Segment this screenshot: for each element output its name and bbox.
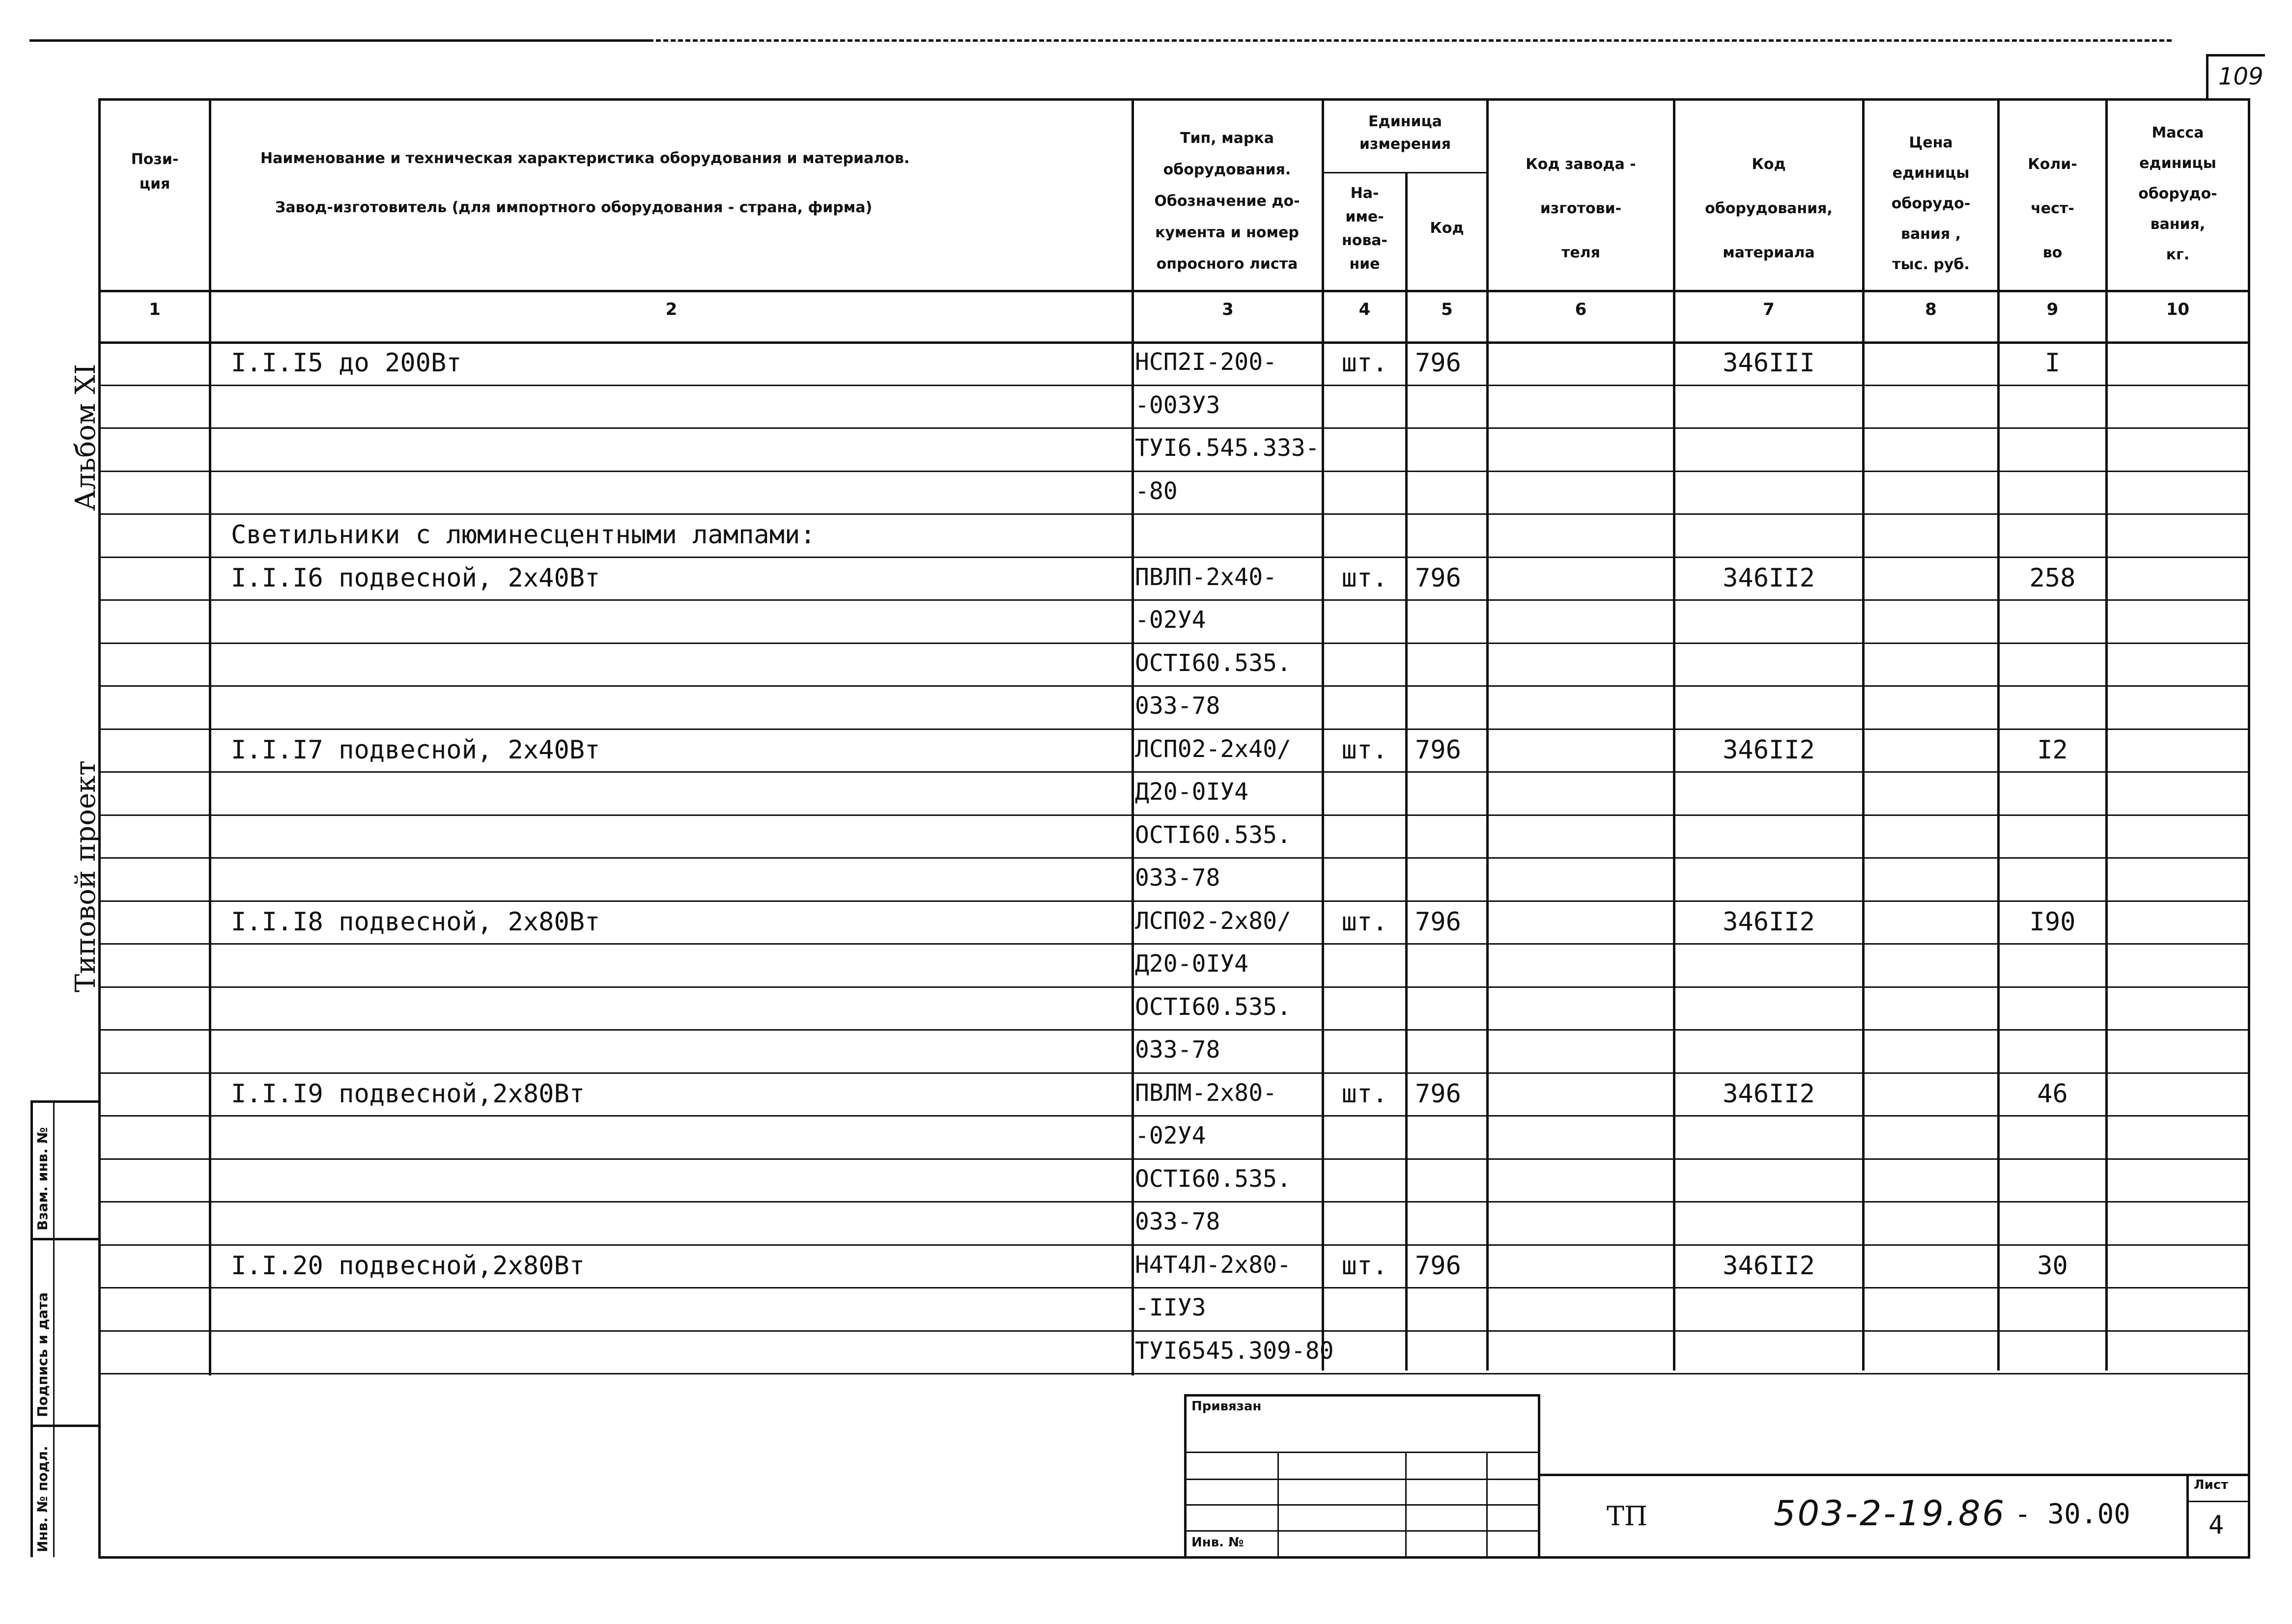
cell-type: -IIУ3 <box>1135 1294 1206 1321</box>
cell-type: -02У4 <box>1135 1122 1206 1149</box>
cell-code: 796 <box>1415 563 1461 593</box>
list-label: Лист <box>2194 1478 2229 1492</box>
col-number: 7 <box>1763 300 1775 319</box>
col-number: 3 <box>1222 300 1234 319</box>
cell-type: ЛСП02-2х80/ <box>1135 907 1291 935</box>
cell-type: 033-78 <box>1135 1208 1220 1235</box>
row-line <box>98 1158 2250 1160</box>
cell-name: I.I.I6 подвесной, 2х40Вт <box>231 563 600 593</box>
col-line-9 <box>2105 98 2108 1371</box>
doc-suffix: - 30.00 <box>2014 1498 2131 1530</box>
doc-number: 503-2-19.86 <box>1774 1493 2007 1534</box>
row-line <box>98 943 2250 945</box>
cell-name: I.I.I9 подвесной,2х80Вт <box>231 1079 585 1109</box>
header-name-line1: Наименование и техническая характеристика оборудования и материалов. <box>260 150 910 167</box>
cell-unit: шт. <box>1341 907 1388 937</box>
list-box-divider <box>2186 1501 2248 1502</box>
cell-type: Д20-0IУ4 <box>1135 950 1249 978</box>
col-line-5 <box>1486 98 1489 1371</box>
column-numbers-bottom-line <box>98 341 2250 344</box>
inv-no-label: Инв. № <box>1191 1535 1244 1550</box>
cell-equip: 346II2 <box>1723 735 1815 765</box>
privyazan-box-top <box>1184 1394 1540 1397</box>
sheet-number-box-left <box>2206 54 2208 99</box>
cell-equip: 346II2 <box>1723 1251 1815 1281</box>
cell-type: ТУI6.545.333- <box>1135 434 1320 462</box>
stamp-inner-line <box>53 1100 55 1557</box>
col-line-8 <box>1997 98 2000 1371</box>
cell-qty: 30 <box>2037 1251 2068 1281</box>
cell-code: 796 <box>1415 1079 1461 1109</box>
title-block-top <box>1540 1474 2248 1476</box>
header-equipment-code: Код оборудования, материала <box>1705 156 1833 261</box>
cell-type: НСП2I-200- <box>1135 348 1277 376</box>
row-line <box>98 1244 2250 1246</box>
top-margin-line-right <box>649 39 2172 42</box>
cell-equip: 346II2 <box>1723 1079 1815 1109</box>
list-box-left <box>2186 1474 2189 1557</box>
privyazan-col-line <box>1486 1452 1488 1556</box>
cell-name: I.I.I8 подвесной, 2х80Вт <box>231 907 600 937</box>
col-number: 5 <box>1441 300 1453 319</box>
cell-qty: 258 <box>2029 563 2076 593</box>
row-line <box>98 814 2250 816</box>
row-line <box>98 1201 2250 1203</box>
row-line <box>98 986 2250 988</box>
cell-name: I.I.I7 подвесной, 2х40Вт <box>231 735 600 765</box>
col-number: 4 <box>1358 300 1371 319</box>
frame-top <box>98 98 2250 101</box>
cell-type: 033-78 <box>1135 1036 1220 1064</box>
cell-unit: шт. <box>1341 1251 1388 1281</box>
cell-code: 796 <box>1415 907 1461 937</box>
row-line <box>98 599 2250 601</box>
row-line <box>98 513 2250 515</box>
col-line-6 <box>1673 98 1675 1371</box>
row-line <box>98 557 2250 558</box>
sheet-number-box-top <box>2206 54 2265 56</box>
header-name-line2: Завод-изготовитель (для импортного оборудования - страна, фирма) <box>275 199 873 216</box>
header-quantity: Коли- чест- во <box>2028 156 2077 261</box>
cell-qty: 46 <box>2037 1079 2068 1109</box>
header-position: Пози- ция <box>131 151 179 193</box>
stamp-inv-label: Инв. № подл. <box>34 1446 51 1552</box>
col-number: 6 <box>1575 300 1587 319</box>
cell-type: Н4Т4Л-2х80- <box>1135 1251 1291 1279</box>
row-line <box>98 1072 2250 1074</box>
col-line-3 <box>1322 98 1324 1371</box>
cell-unit: шт. <box>1341 735 1388 765</box>
cell-type: ПВЛП-2х40- <box>1135 563 1277 591</box>
row-line <box>98 685 2250 687</box>
project-label: Типовой проект <box>70 760 102 992</box>
header-unit-code: Код <box>1430 220 1464 237</box>
header-type: Тип, марка оборудования. Обозначение до- кумента и номер опросного листа <box>1154 130 1300 273</box>
row-line <box>98 1330 2250 1332</box>
stamp-podpis-label: Подпись и дата <box>34 1292 51 1417</box>
row-line <box>98 1029 2250 1031</box>
header-unit-name: На- име- нова- ние <box>1341 185 1388 273</box>
header-price: Цена единицы оборудо- вания , тыс. руб. <box>1891 134 1971 273</box>
col-number: 9 <box>2046 300 2059 319</box>
header-mass: Масса единицы оборудо- вания, кг. <box>2138 124 2217 263</box>
cell-type: Д20-0IУ4 <box>1135 778 1249 806</box>
cell-unit: шт. <box>1341 348 1388 378</box>
cell-type: ОСТI60.535. <box>1135 821 1291 849</box>
cell-type: -003У3 <box>1135 391 1220 419</box>
cell-type: -02У4 <box>1135 606 1206 634</box>
cell-name: I.I.I5 до 200Вт <box>231 348 462 378</box>
col-number: 2 <box>665 300 678 319</box>
col-line-1 <box>209 98 211 1375</box>
stamp-vzam-label: Взам. инв. № <box>34 1127 51 1231</box>
row-line <box>98 857 2250 859</box>
cell-type: ОСТI60.535. <box>1135 649 1291 677</box>
cell-code: 796 <box>1415 348 1461 378</box>
cell-code: 796 <box>1415 735 1461 765</box>
tp-label: ТП <box>1607 1501 1648 1532</box>
cell-code: 796 <box>1415 1251 1461 1281</box>
stamp-frame-left <box>30 1100 33 1557</box>
cell-qty: I <box>2044 348 2061 378</box>
row-line <box>98 385 2250 386</box>
cell-equip: 346II2 <box>1723 907 1815 937</box>
cell-type: 033-78 <box>1135 692 1220 720</box>
cell-equip: 346III <box>1723 348 1815 378</box>
cell-type: ЛСП02-2х40/ <box>1135 735 1291 763</box>
cell-qty: I90 <box>2029 907 2076 937</box>
frame-bottom <box>98 1556 2250 1559</box>
row-line <box>98 427 2250 429</box>
cell-type: ПВЛМ-2х80- <box>1135 1079 1277 1107</box>
cell-type: 033-78 <box>1135 864 1220 892</box>
cell-name: I.I.20 подвесной,2х80Вт <box>231 1251 585 1281</box>
sheet-number: 109 <box>2218 63 2264 90</box>
cell-equip: 346II2 <box>1723 563 1815 593</box>
row-line <box>98 1373 2250 1374</box>
cell-unit: шт. <box>1341 563 1388 593</box>
list-number: 4 <box>2208 1511 2224 1540</box>
cell-type: ОСТI60.535. <box>1135 993 1291 1021</box>
stamp-line <box>30 1238 99 1240</box>
row-line <box>98 900 2250 902</box>
cell-type: ОСТI60.535. <box>1135 1165 1291 1193</box>
stamp-line <box>30 1425 99 1427</box>
row-line <box>98 1287 2250 1288</box>
row-line <box>98 1115 2250 1117</box>
privyazan-box-left <box>1184 1394 1187 1556</box>
col-line-2 <box>1132 98 1134 1375</box>
cell-unit: шт. <box>1341 1079 1388 1109</box>
privyazan-label: Привязан <box>1191 1399 1262 1414</box>
cell-type: -80 <box>1135 477 1178 505</box>
privyazan-col-line <box>1277 1452 1279 1556</box>
header-factory-code: Код завода - изготови- теля <box>1526 156 1636 261</box>
privyazan-col-line <box>1405 1452 1407 1556</box>
col-line-7 <box>1862 98 1865 1371</box>
row-line <box>98 643 2250 644</box>
header-bottom-line <box>98 290 2250 292</box>
album-label: Альбом XI <box>70 364 102 511</box>
cell-qty: I2 <box>2037 735 2068 765</box>
header-unit-group: Единица измерения <box>1359 113 1451 153</box>
row-line <box>98 728 2250 730</box>
row-line <box>98 771 2250 773</box>
col-number: 8 <box>1925 300 1937 319</box>
col-number: 1 <box>149 300 161 319</box>
frame-right <box>2248 98 2250 1557</box>
row-line <box>98 471 2250 472</box>
top-margin-line-left <box>29 39 649 42</box>
col-number: 10 <box>2166 300 2190 319</box>
cell-name: Светильники с люминесцентными лампами: <box>231 520 816 550</box>
stamp-line <box>30 1100 99 1103</box>
cell-type: ТУI6545.309-80 <box>1135 1337 1334 1365</box>
